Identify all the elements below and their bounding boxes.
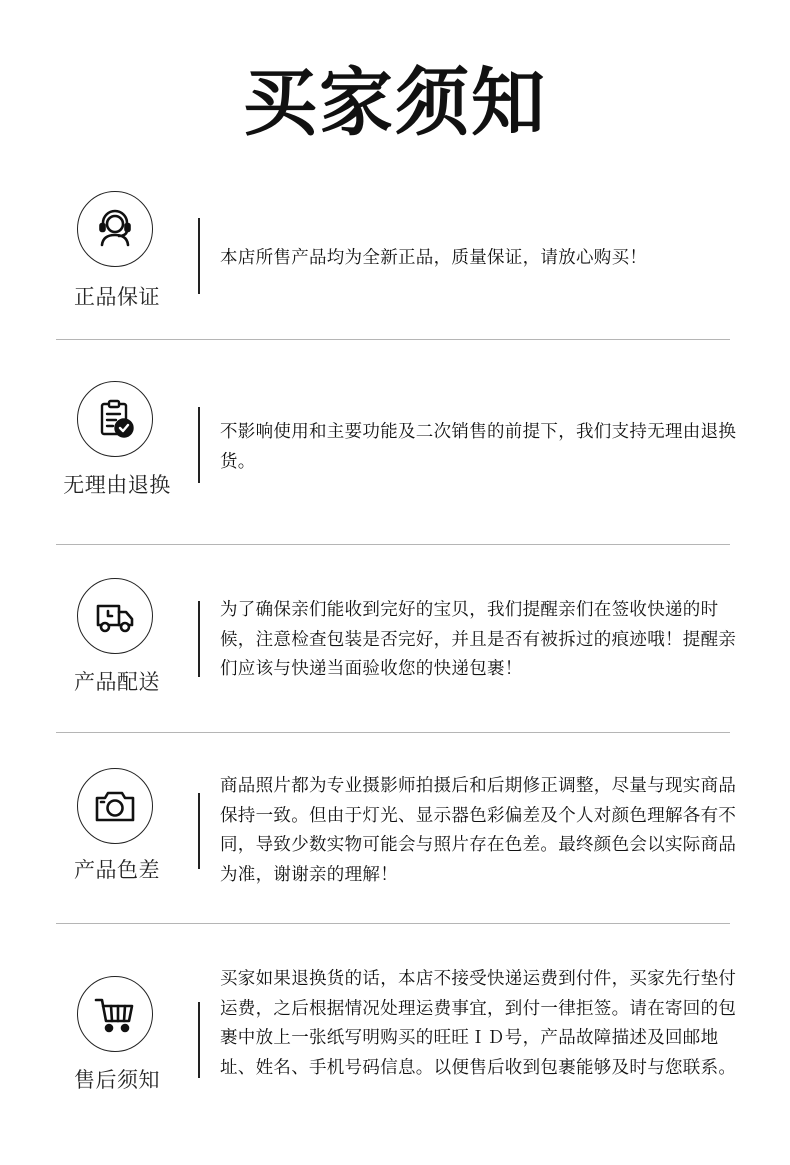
divider-bar: [198, 601, 200, 677]
shopping-cart-icon: [77, 976, 153, 1052]
section-label: 正品保证: [74, 285, 160, 309]
divider-bar: [198, 218, 200, 294]
page-title: 买家须知: [243, 60, 547, 146]
divider-bar: [198, 1002, 200, 1078]
section-separator: [56, 923, 730, 924]
clipboard-check-icon: [77, 381, 153, 457]
delivery-truck-icon: [77, 578, 153, 654]
section-label: 产品色差: [74, 858, 160, 882]
divider-bar: [198, 407, 200, 483]
divider-bar: [198, 793, 200, 869]
section-separator: [56, 339, 730, 340]
section-text: 商品照片都为专业摄影师拍摄后和后期修正调整，尽量与现实商品保持一致。但由于灯光、显示器色彩偏差及个人对颜色理解各有不同，导致少数实物可能会与照片存在色差。最终颜色会以实际商品为准，谢谢亲的理解！: [220, 776, 737, 885]
section-separator: [56, 544, 730, 545]
section-text: 本店所售产品均为全新正品，质量保证，请放心购买！: [220, 248, 648, 268]
customer-service-icon: [77, 191, 153, 267]
camera-icon: [77, 768, 153, 844]
section-label: 售后须知: [74, 1068, 160, 1092]
section-label: 产品配送: [74, 670, 160, 694]
section-text: 不影响使用和主要功能及二次销售的前提下，我们支持无理由退换货。: [220, 422, 737, 472]
section-separator: [56, 732, 730, 733]
section-text: 买家如果退换货的话，本店不接受快递运费到付件，买家先行垫付运费，之后根据情况处理运费事宜，到付一律拒签。请在寄回的包裹中放上一张纸写明购买的旺旺ＩＤ号，产品故障描述及回邮地址、姓名、手机号码信息。以便售后收到包裹能够及时与您联系。: [220, 969, 737, 1078]
section-label: 无理由退换: [63, 473, 171, 497]
section-text: 为了确保亲们能收到完好的宝贝，我们提醒亲们在签收快递的时候，注意检查包装是否完好，并且是否有被拆过的痕迹哦！提醒亲们应该与快递当面验收您的快递包裹！: [220, 600, 737, 679]
